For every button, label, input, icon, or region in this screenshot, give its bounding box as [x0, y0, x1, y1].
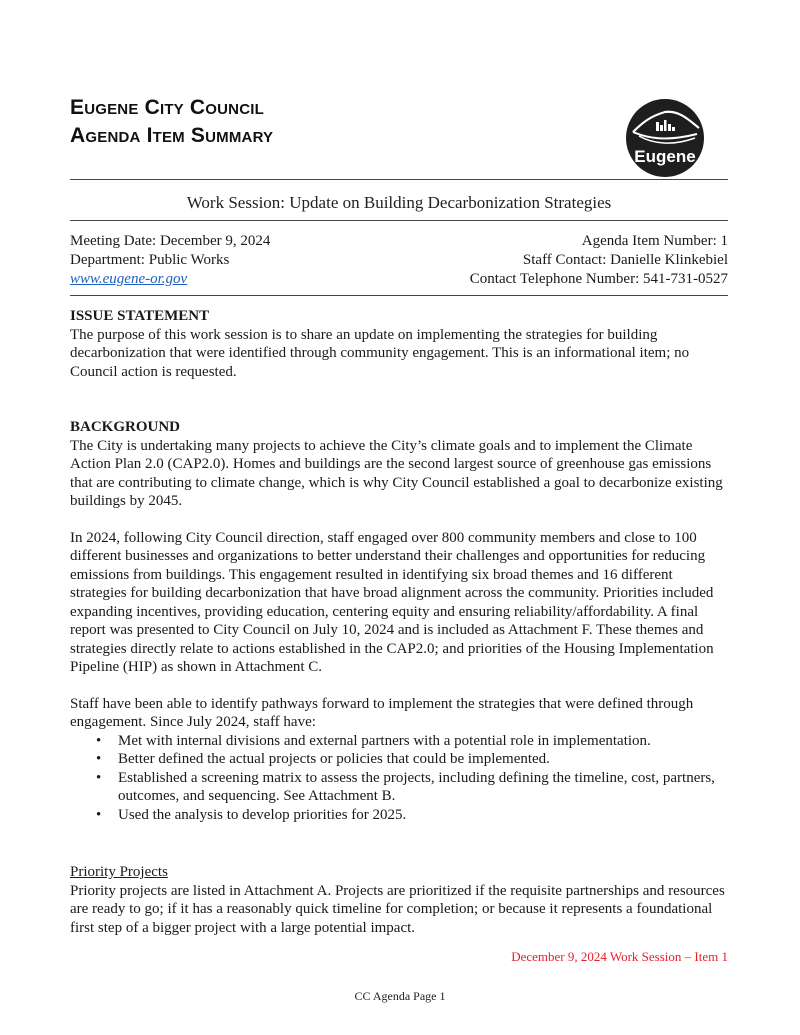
header-rule: [70, 179, 728, 180]
background-heading: BACKGROUND: [70, 419, 181, 435]
svg-text:Eugene: Eugene: [634, 147, 696, 166]
document-title: [70, 94, 273, 150]
meeting-meta: [70, 232, 728, 289]
title-line-2: Agenda Item Summary: [70, 124, 274, 147]
list-item: • Better defined the actual projects or policies that could be implemented.: [70, 750, 728, 769]
staff-contact: Staff Contact: Danielle Klinkebiel: [522, 252, 728, 268]
eugene-logo-icon: [625, 98, 705, 178]
priority-projects-heading: Priority Projects: [70, 864, 168, 880]
background-paragraph-3: Staff have been able to identify pathways forward to implement the strategies that were defined through engagement. Since July 2024, staff have:: [70, 695, 694, 730]
title-line-1: Eugene City Council: [70, 96, 264, 119]
background-section: [70, 418, 728, 824]
actions-list: [70, 732, 728, 825]
list-item: • Used the analysis to develop priorities for 2025.: [70, 806, 728, 825]
website-link[interactable]: www.eugene-or.gov: [70, 271, 188, 287]
meeting-date: Meeting Date: December 9, 2024: [70, 233, 271, 249]
issue-statement-heading: ISSUE STATEMENT: [70, 308, 210, 324]
background-paragraph-2: In 2024, following City Council direction, staff engaged over 800 community members and close to 100 different businesses and organizations to better understand their challenges and opportunities for reducing emissions from buildings. This engagement resulted in identifying six broad themes and 16 different strategies for building decarbonization that have broad alignment across the community. Priorities included expanding incentives, providing education, centering equity and ensuring reliability/affordability. A final report was presented to City Council on July 10, 2024 and is included as Attachment F. These themes and strategies directly relate to actions established in the CAP2.0; and priorities of the Housing Implementation Pipeline (HIP) as shown in Attachment C.: [70, 529, 714, 675]
contact-phone: Contact Telephone Number: 541-731-0527: [469, 271, 728, 287]
priority-projects-body: Priority projects are listed in Attachment A. Projects are prioritized if the requisite partnerships and resources are ready to go; if it has a reasonably quick timeline for completion; or because it represents a foundational first step of a bigger project with a large potential impact.: [70, 882, 725, 936]
work-session-label: December 9, 2024 Work Session – Item 1: [511, 949, 728, 964]
subtitle-rule: [70, 220, 728, 221]
agenda-item-number: Agenda Item Number: 1: [581, 233, 728, 249]
issue-statement-body: The purpose of this work session is to share an update on implementing the strategies for building decarbonization that were identified through community engagement. This is an informational item; no Council action is requested.: [70, 326, 690, 380]
list-item: • Established a screening matrix to assess the projects, including defining the timeline, cost, partners, outcomes, and sequencing. See Attachment B.: [70, 769, 728, 806]
department: Department: Public Works: [70, 252, 230, 268]
agenda-subtitle: Work Session: Update on Building Decarbonization Strategies: [186, 193, 612, 212]
issue-statement-section: [70, 307, 728, 381]
background-paragraph-1: The City is undertaking many projects to achieve the City’s climate goals and to implement the Climate Action Plan 2.0 (CAP2.0). Homes and buildings are the second largest source of greenhouse gas emissions that are contributing to climate change, which is why City Council established a goal to decarbonize existing buildings by 2045.: [70, 437, 723, 509]
priority-projects-section: [70, 863, 728, 937]
page-number: CC Agenda Page 1: [354, 989, 446, 1003]
list-item: • Met with internal divisions and external partners with a potential role in implementation.: [70, 732, 728, 751]
meta-rule: [70, 295, 728, 296]
